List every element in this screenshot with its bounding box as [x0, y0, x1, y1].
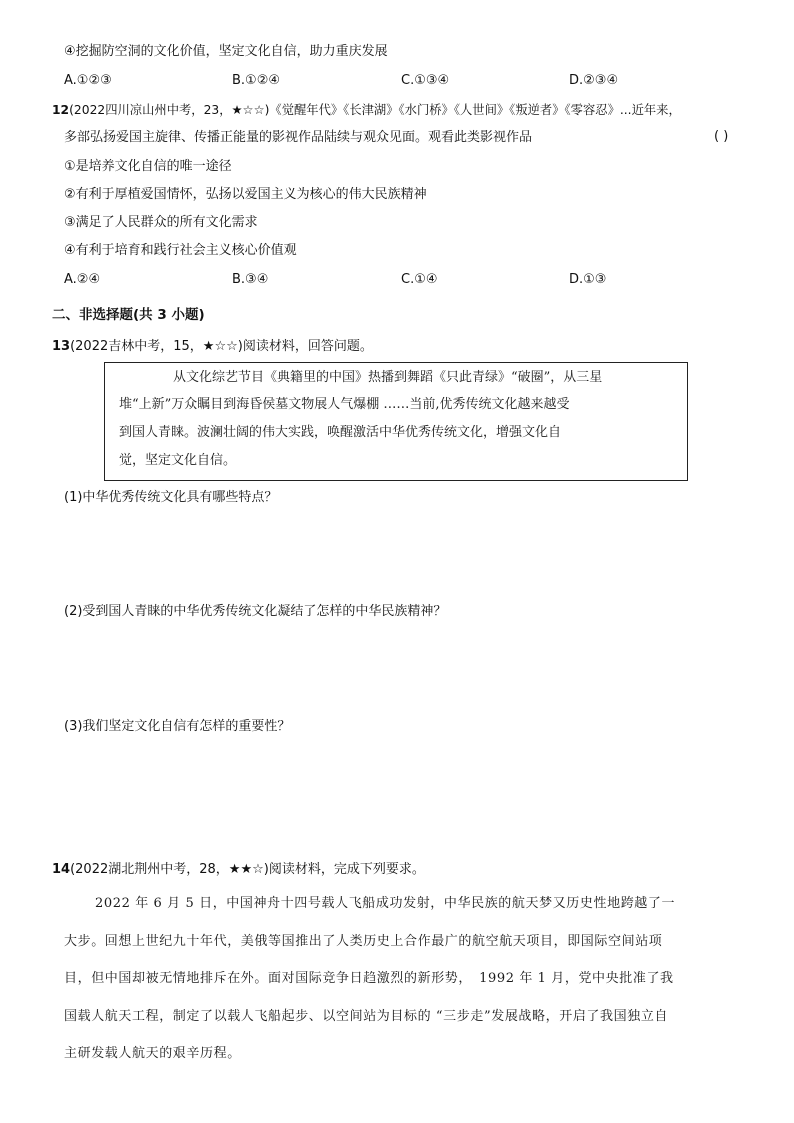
q14-material-line: 2022 年 6 月 5 日，中国神舟十四号载人飞船成功发射，中华民族的航天梦又历史性地跨越了一 — [95, 896, 676, 911]
q13-intro: (2022吉林中考，15，★☆☆)阅读材料，回答问题。 — [70, 339, 373, 354]
q12-statement-2: ②有利于厚植爱国情怀，弘扬以爱国主义为核心的伟大民族精神 — [64, 187, 427, 202]
q12-source: (2022四川凉山州中考，23，★☆☆)《觉醒年代》《长津湖》《水门桥》《人世间》《叛逆者》《零容忍》...近年来， — [69, 103, 681, 117]
q13-material-line: 堆“上新”万众瞩目到海昏侯墓文物展人气爆棚 ……当前,优秀传统文化越来越受 — [119, 397, 570, 412]
q14-material-line: 目，但中国却被无情地排斥在外。面对国际竞争日趋激烈的新形势， 1992 年 1 月，党中央批准了我 — [64, 971, 674, 986]
q14-number: 14 — [52, 862, 71, 877]
q14-material-line: 主研发载人航天的艰辛历程。 — [64, 1046, 241, 1061]
q12-stem-line1 — [52, 101, 681, 119]
q13-material-line: 觉，坚定文化自信。 — [119, 453, 237, 468]
q12-statement-4: ④有利于培育和践行社会主义核心价值观 — [64, 243, 297, 258]
q13-question-3: (3)我们坚定文化自信有怎样的重要性？ — [64, 719, 291, 734]
q13-question-2: (2)受到国人青睐的中华优秀传统文化凝结了怎样的中华民族精神？ — [64, 604, 447, 619]
q11-option-a: A.①②③ — [64, 73, 112, 88]
q13-material-line: 到国人青睐。波澜壮阔的伟大实践，唤醒激活中华优秀传统文化，增强文化自 — [119, 425, 562, 440]
q11-option-c: C.①③④ — [401, 73, 450, 88]
q11-option-d: D.②③④ — [569, 73, 619, 88]
q12-stem-line2: 多部弘扬爱国主旋律、传播正能量的影视作品陆续与观众见面。观看此类影视作品 — [64, 130, 533, 145]
q12-option-b: B.③④ — [232, 272, 269, 287]
q12-statement-3: ③满足了人民群众的所有文化需求 — [64, 215, 258, 230]
q12-option-a: A.②④ — [64, 272, 101, 287]
q13-material-line: 从文化综艺节目《典籍里的中国》热播到舞蹈《只此青绿》“破圈”，从三星 — [173, 370, 603, 385]
q12-option-d: D.①③ — [569, 272, 607, 287]
q14-intro: (2022湖北荆州中考，28，★★☆)阅读材料，完成下列要求。 — [70, 862, 425, 877]
q12-statement-1: ①是培养文化自信的唯一途径 — [64, 159, 232, 174]
q14-stem — [52, 861, 425, 879]
q12-answer-blank: ( ) — [714, 129, 729, 144]
q12-number: 12 — [52, 103, 70, 117]
q12-option-c: C.①④ — [401, 272, 438, 287]
q13-material-box — [104, 362, 688, 481]
q11-statement-4: ④挖掘防空洞的文化价值，坚定文化自信，助力重庆发展 — [64, 44, 388, 59]
q14-material-line: 大步。回想上世纪九十年代，美俄等国推出了人类历史上合作最广的航空航天项目，即国际空间站项 — [64, 934, 663, 949]
q14-material-line: 国载人航天工程，制定了以载人飞船起步、以空间站为目标的 “三步走”发展战略，开启了我国独立自 — [64, 1009, 669, 1024]
q13-question-1: (1)中华优秀传统文化具有哪些特点？ — [64, 490, 278, 505]
q13-number: 13 — [52, 339, 71, 354]
q13-stem — [52, 338, 373, 356]
q11-option-b: B.①②④ — [232, 73, 281, 88]
section-heading: 二、非选择题(共 3 小题) — [52, 307, 205, 323]
